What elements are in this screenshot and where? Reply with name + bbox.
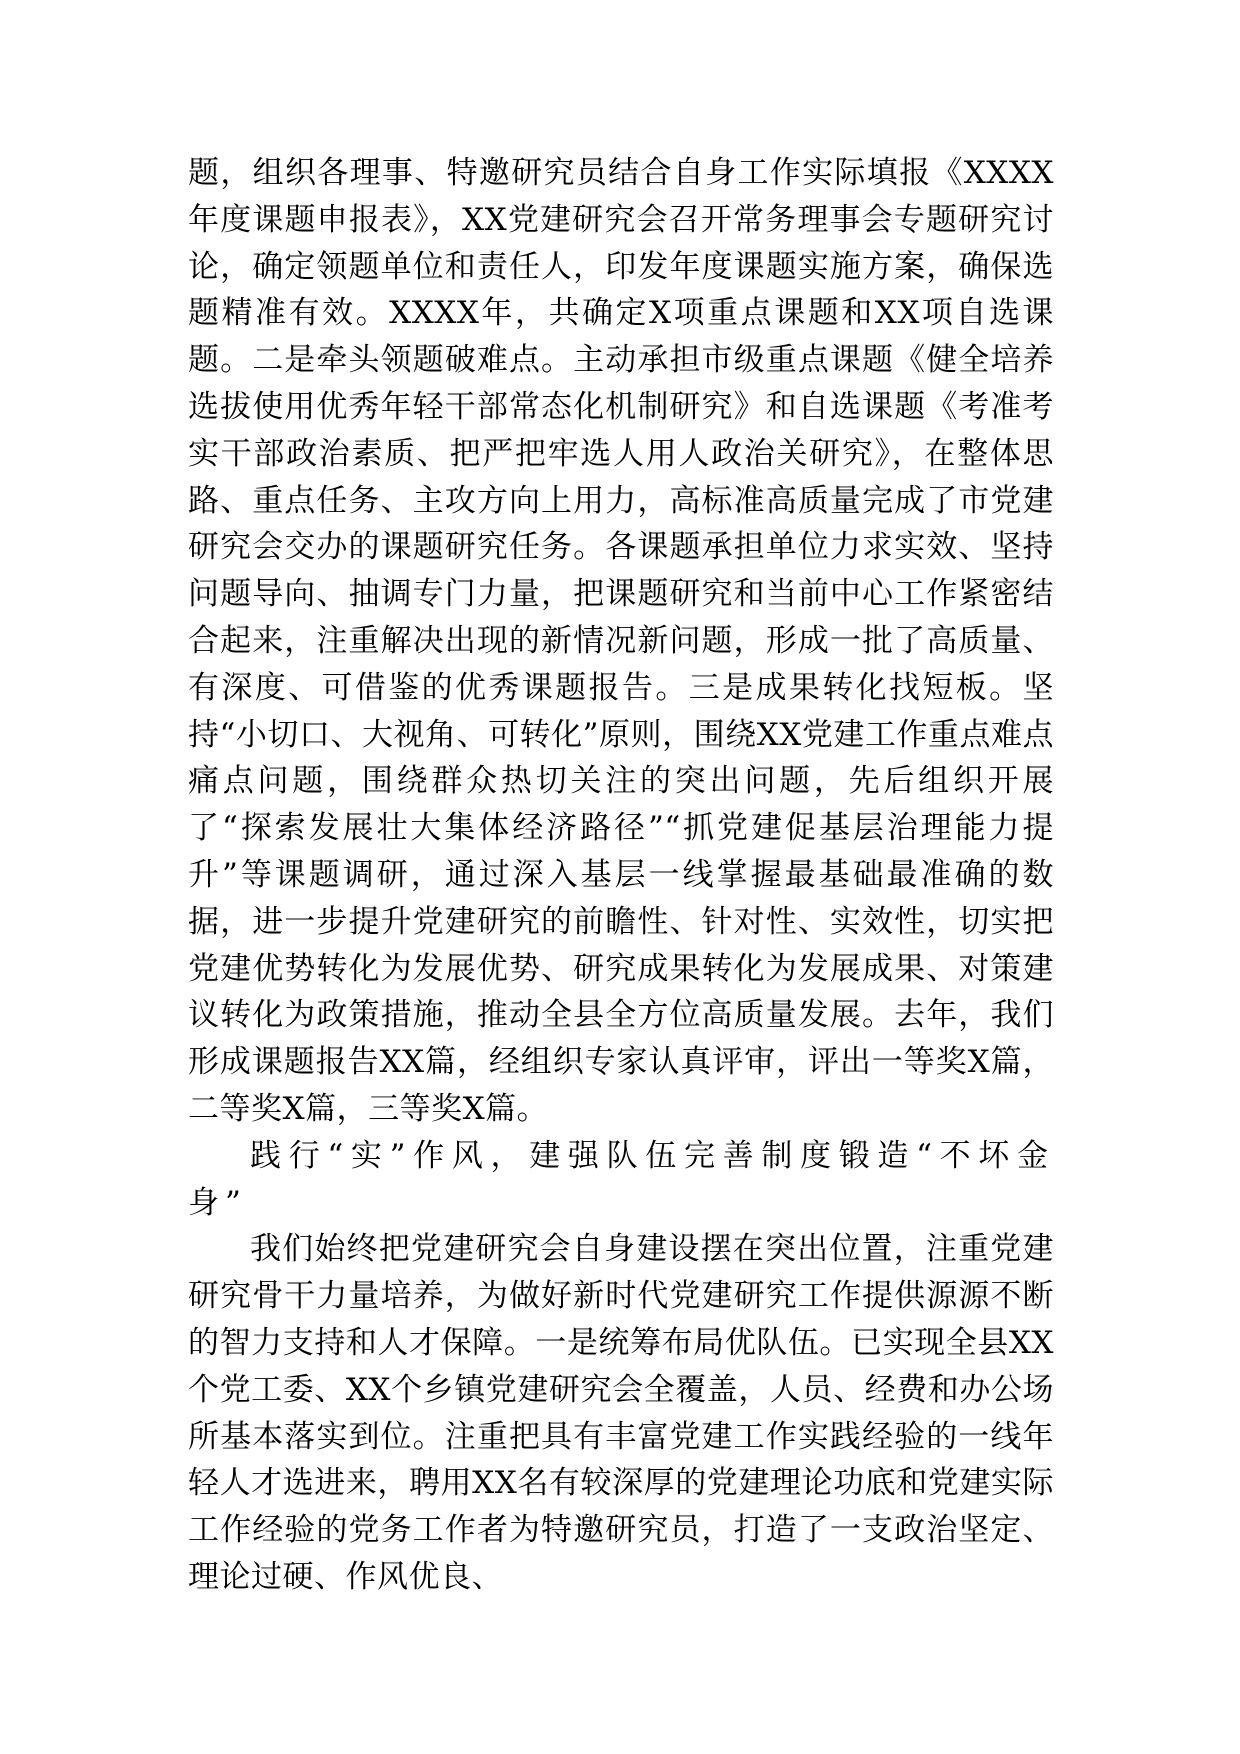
section-heading: 践行“实”作风，建强队伍完善制度锻造“不坏金身” <box>188 1137 1054 1221</box>
body-paragraph-continued: 题，组织各理事、特邀研究员结合自身工作实际填报《XXXX年度课题申报表》，XX党建研究会召开常务理事会专题研究讨论，确定领题单位和责任人，印发年度课题实施方案，确保选题精准有效。XXXX年，共确定X项重点课题和XX项自选课题。二是牵头领题破难点。主动承担市级重点课题《健全培养选拔使用优秀年轻干部常态化机制研究》和自选课题《考准考实干部政治素质、把严把牢选人用人政治关研究》，在整体思路、重点任务、主攻方向上用力，高标准高质量完成了市党建研究会交办的课题研究任务。各课题承担单位力求实效、坚持问题导向、抽调专门力量，把课题研究和当前中心工作紧密结合起来，注重解决出现的新情况新问题，形成一批了高质量、有深度、可借鉴的优秀课题报告。三是成果转化找短板。坚持“小切口、大视角、可转化”原则，围绕XX党建工作重点难点痛点问题，围绕群众热切关注的突出问题，先后组织开展了“探索发展壮大集体经济路径”“抓党建促基层治理能力提升”等课题调研，通过深入基层一线掌握最基础最准确的数据，进一步提升党建研究的前瞻性、针对性、实效性，切实把党建优势转化为发展优势、研究成果转化为发展成果、对策建议转化为政策措施，推动全县全方位高质量发展。去年，我们形成课题报告XX篇，经组织专家认真评审，评出一等奖X篇，二等奖X篇，三等奖X篇。 <box>188 155 1054 1127</box>
body-paragraph: 我们始终把党建研究会自身建设摆在突出位置，注重党建研究骨干力量培养，为做好新时代党建研究工作提供源源不断的智力支持和人才保障。一是统筹布局优队伍。已实现全县XX个党工委、XX个乡镇党建研究会全覆盖，人员、经费和办公场所基本落实到位。注重把具有丰富党建工作实践经验的一线年轻人才选进来，聘用XX名有较深厚的党建理论功底和党建实际工作经验的党务工作者为特邀研究员，打造了一支政治坚定、理论过硬、作风优良、 <box>188 1231 1054 1595</box>
document-body <box>188 150 1054 1601</box>
